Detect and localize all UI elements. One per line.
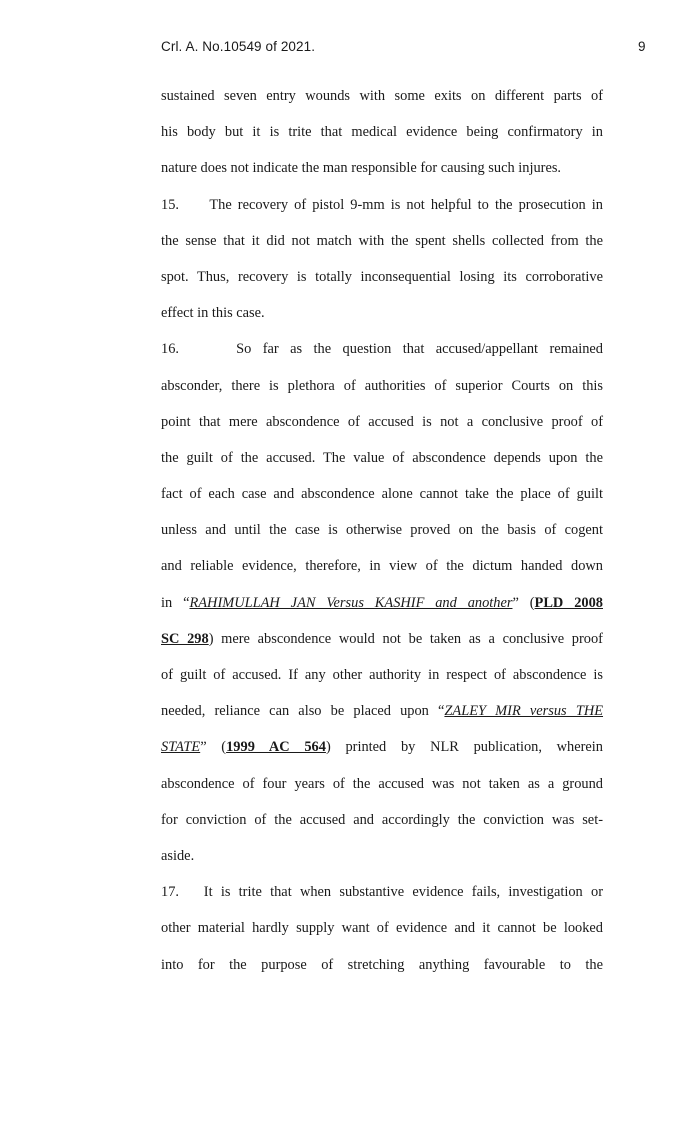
text-line: nature does not indicate the man responsible for causing such injures. xyxy=(161,160,562,177)
text-line: and reliable evidence, therefore, in view of the dictum handed down xyxy=(161,558,603,575)
paragraph-number: 15. xyxy=(161,196,179,213)
text-line: effect in this case. xyxy=(161,305,265,322)
page-number: 9 xyxy=(638,39,646,54)
paragraph-15 xyxy=(161,187,603,332)
paragraph-17 xyxy=(161,874,603,983)
paragraph-16 xyxy=(161,331,603,874)
text-line: SC 298) mere abscondence would not be taken as a conclusive proof xyxy=(161,630,603,647)
text-line: other material hardly supply want of evidence and it cannot be looked xyxy=(161,920,603,937)
law-report-citation: PLD 2008 xyxy=(534,594,603,611)
text-line: of guilt of accused. If any other authority in respect of abscondence is xyxy=(161,667,603,683)
text-line: fact of each case and abscondence alone cannot take the place of guilt xyxy=(161,486,603,503)
document-body xyxy=(161,78,603,983)
text-line: 15. The recovery of pistol 9-mm is not helpful to the prosecution in xyxy=(161,196,603,213)
text-line: point that mere abscondence of accused is not a conclusive proof of xyxy=(161,413,603,430)
text-line: for conviction of the accused and accordingly the conviction was set- xyxy=(161,811,603,828)
case-number-header: Crl. A. No.10549 of 2021. xyxy=(161,39,316,54)
law-report-citation: 1999 AC 564 xyxy=(226,739,326,756)
text-line: aside. xyxy=(161,847,195,864)
text-line: in “RAHIMULLAH JAN Versus KASHIF and another” (PLD 2008 xyxy=(161,594,603,611)
text-line: unless and until the case is otherwise proved on the basis of cogent xyxy=(161,522,603,539)
text-line: into for the purpose of stretching anything favourable to the xyxy=(161,956,603,973)
text-line: 17. It is trite that when substantive evidence fails, investigation or xyxy=(161,884,604,901)
case-citation-title: STATE xyxy=(161,739,201,756)
text-line: the guilt of the accused. The value of abscondence depends upon the xyxy=(161,449,603,466)
text-line: the sense that it did not match with the spent shells collected from the xyxy=(161,232,603,249)
case-citation-title: ZALEY MIR versus THE xyxy=(444,703,604,720)
text-line: absconder, there is plethora of authorities of superior Courts on this xyxy=(161,377,603,394)
text-line: 16. So far as the question that accused/appellant remained xyxy=(161,341,603,358)
text-line: sustained seven entry wounds with some exits on different parts of xyxy=(161,88,603,104)
paragraph-number: 16. xyxy=(161,341,179,358)
text-line: needed, reliance can also be placed upon “ZALEY MIR versus THE xyxy=(161,703,604,720)
paragraph-14-continued xyxy=(161,78,603,187)
text-line: abscondence of four years of the accused was not taken as a ground xyxy=(161,775,603,792)
text-line: spot. Thus, recovery is totally inconsequential losing its corroborative xyxy=(161,268,603,285)
case-citation-title: RAHIMULLAH JAN Versus KASHIF and another xyxy=(189,594,513,611)
text-line: STATE” (1999 AC 564) printed by NLR publication, wherein xyxy=(161,739,604,756)
text-line: his body but it is trite that medical evidence being confirmatory in xyxy=(161,124,603,141)
paragraph-number: 17. xyxy=(161,884,179,901)
law-report-citation: SC 298 xyxy=(161,630,209,647)
